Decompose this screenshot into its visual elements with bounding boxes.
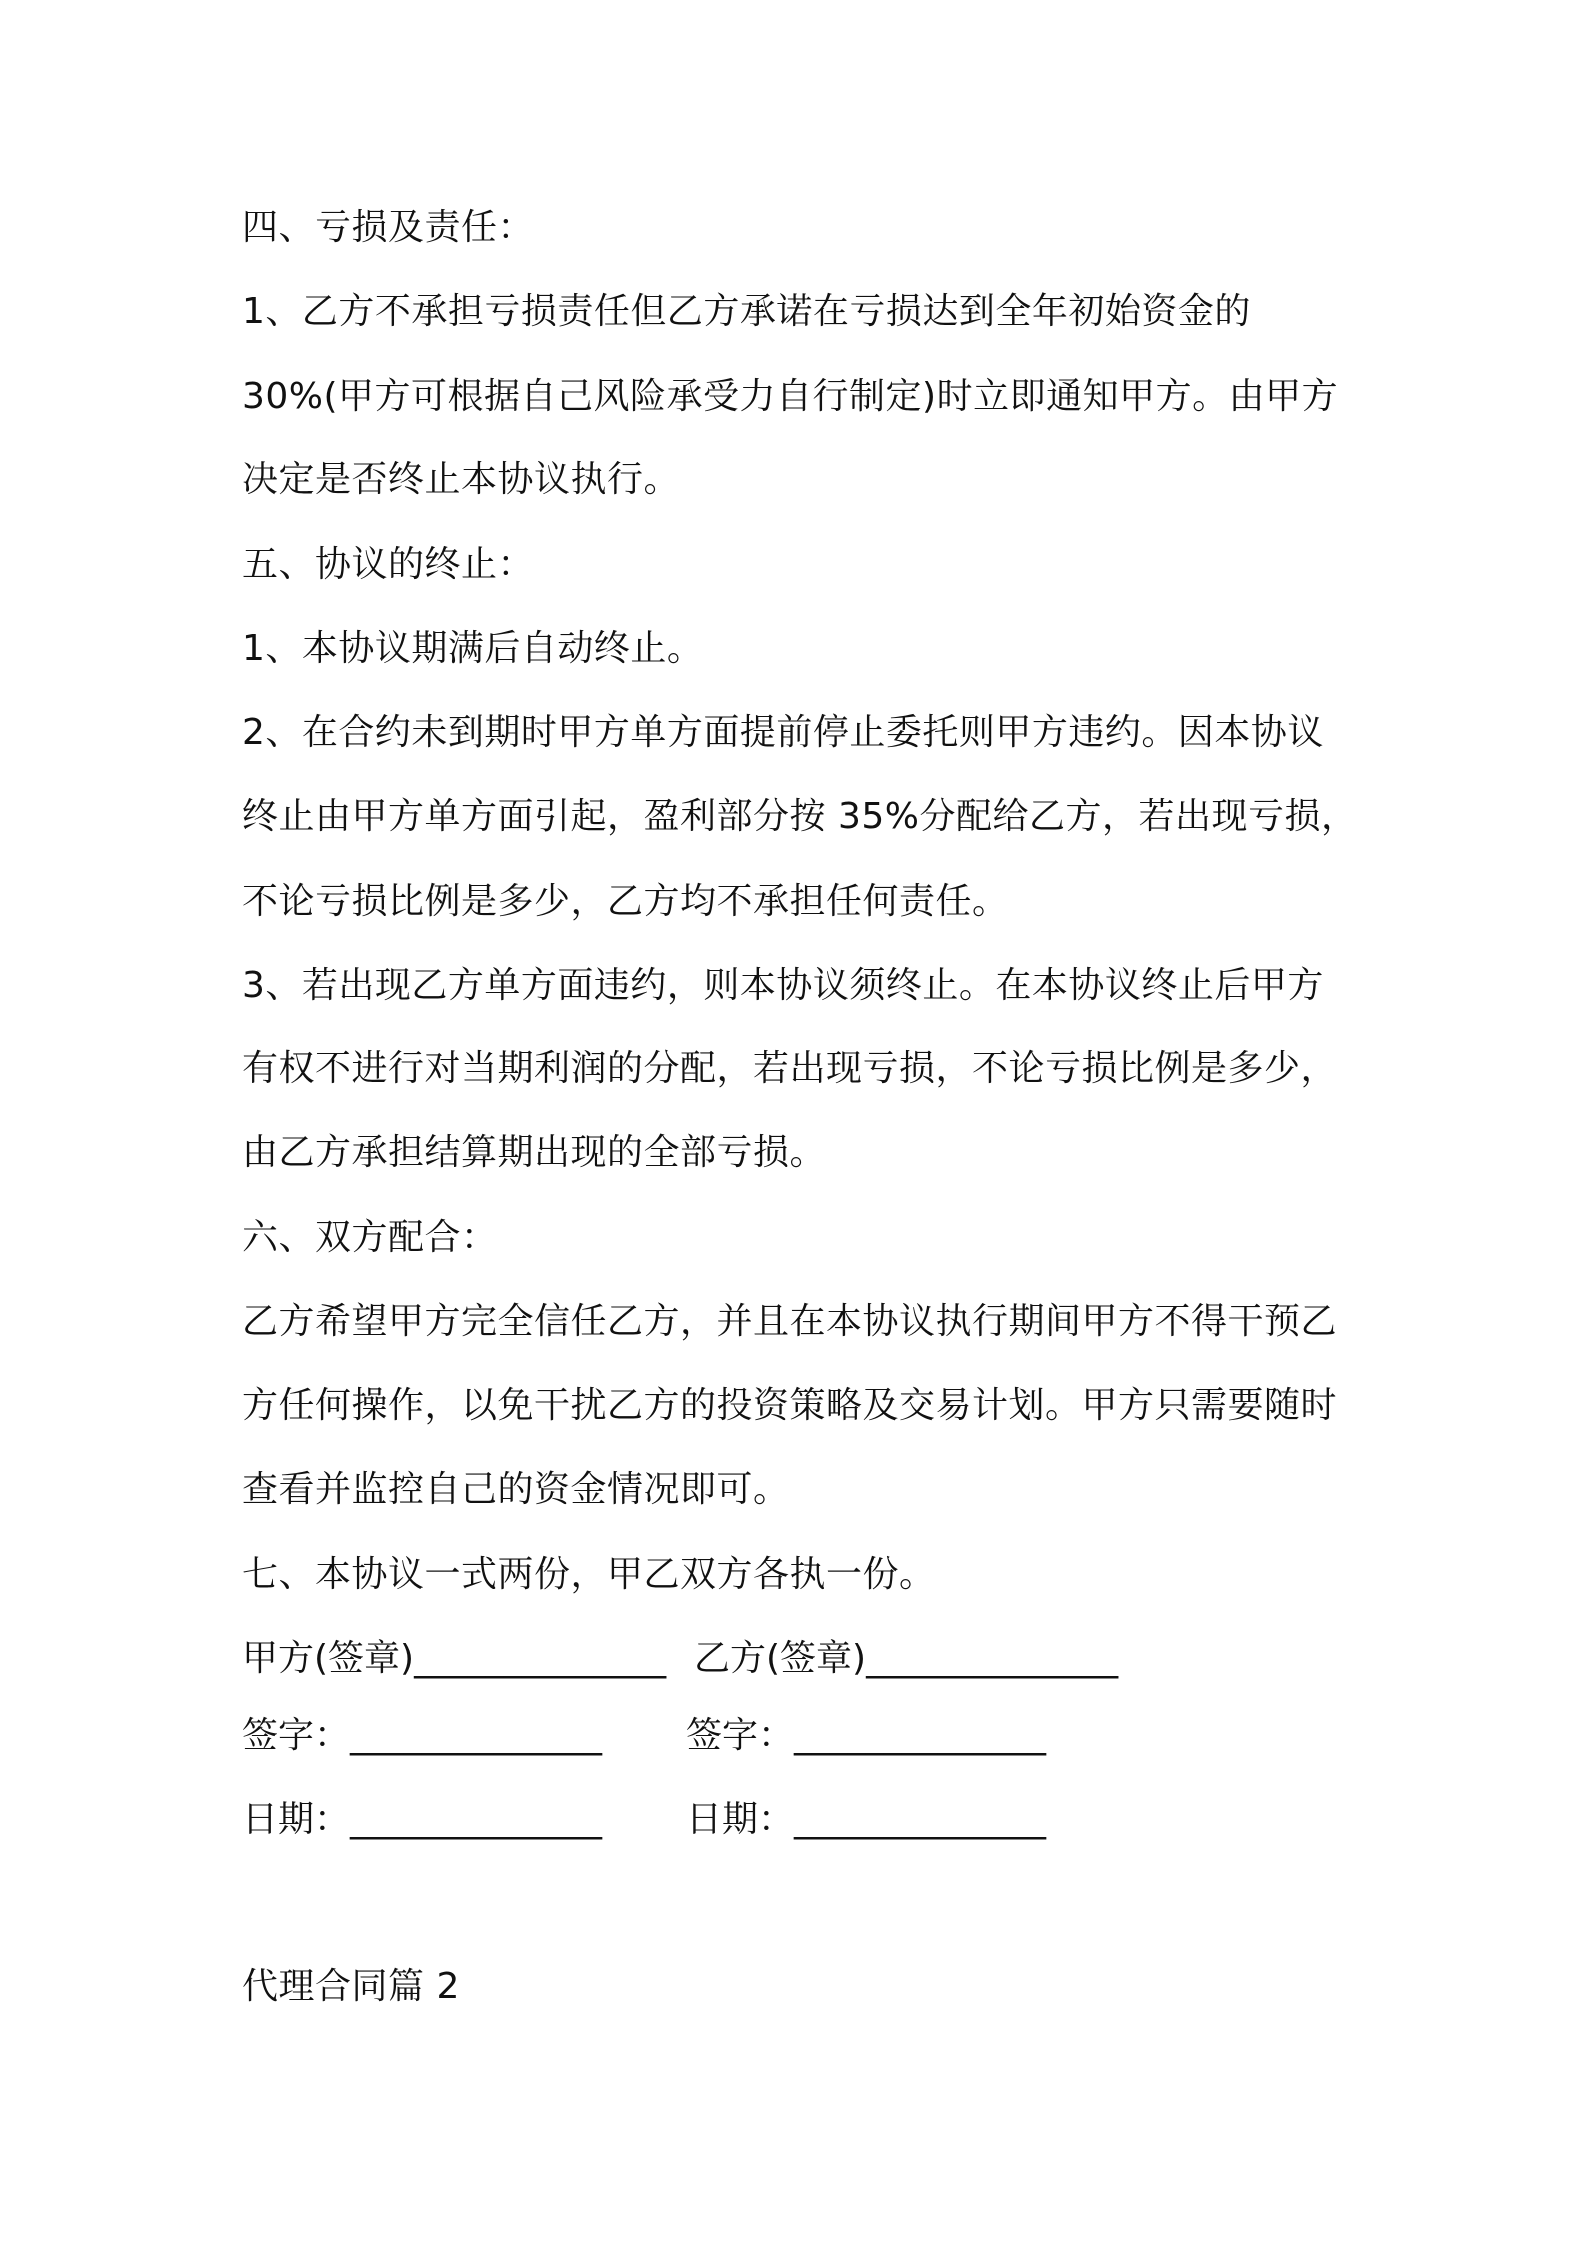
section6-line3: 查看并监控自己的资金情况即可。 xyxy=(242,1469,790,1510)
section4-heading: 四、亏损及责任： xyxy=(242,207,535,248)
section6-line2: 方任何操作，以免干扰乙方的投资策略及交易计划。甲方只需要随时 xyxy=(242,1385,1338,1426)
section5-heading: 五、协议的终止： xyxy=(242,544,535,585)
section5-item3-line1: 3、若出现乙方单方面违约，则本协议须终止。在本协议终止后甲方 xyxy=(242,965,1324,1006)
section4-item1-line1: 1、乙方不承担亏损责任但乙方承诺在亏损达到全年初始资金的 xyxy=(242,291,1251,332)
party-a-seal-line: 甲方(签章)______________ xyxy=(242,1638,667,1679)
section5-item3-line2: 有权不进行对当期利润的分配，若出现亏损，不论亏损比例是多少， xyxy=(242,1048,1338,1089)
section7-text: 七、本协议一式两份，甲乙双方各执一份。 xyxy=(242,1554,936,1595)
section6-line1: 乙方希望甲方完全信任乙方，并且在本协议执行期间甲方不得干预乙 xyxy=(242,1301,1338,1342)
section5-item2-line2: 终止由甲方单方面引起，盈利部分按 35%分配给乙方，若出现亏损， xyxy=(242,796,1358,837)
section4-item1-line2: 30%(甲方可根据自己风险承受力自行制定)时立即通知甲方。由甲方 xyxy=(242,376,1339,417)
section4-item1-line3: 决定是否终止本协议执行。 xyxy=(242,459,681,500)
party-b-date-line: 日期：______________ xyxy=(686,1799,1047,1840)
section6-heading: 六、双方配合： xyxy=(242,1217,498,1258)
section5-item3-line3: 由乙方承担结算期出现的全部亏损。 xyxy=(242,1132,827,1173)
section5-item2-line1: 2、在合约未到期时甲方单方面提前停止委托则甲方违约。因本协议 xyxy=(242,712,1324,753)
party-b-seal-line: 乙方(签章)______________ xyxy=(694,1638,1119,1679)
party-b-sign-line: 签字：______________ xyxy=(686,1715,1047,1756)
section5-item2-line3: 不论亏损比例是多少，乙方均不承担任何责任。 xyxy=(242,881,1009,922)
next-section-title: 代理合同篇 2 xyxy=(242,1966,460,2007)
party-a-sign-line: 签字：______________ xyxy=(242,1715,603,1756)
section5-item1: 1、本协议期满后自动终止。 xyxy=(242,628,704,669)
party-a-date-line: 日期：______________ xyxy=(242,1799,603,1840)
